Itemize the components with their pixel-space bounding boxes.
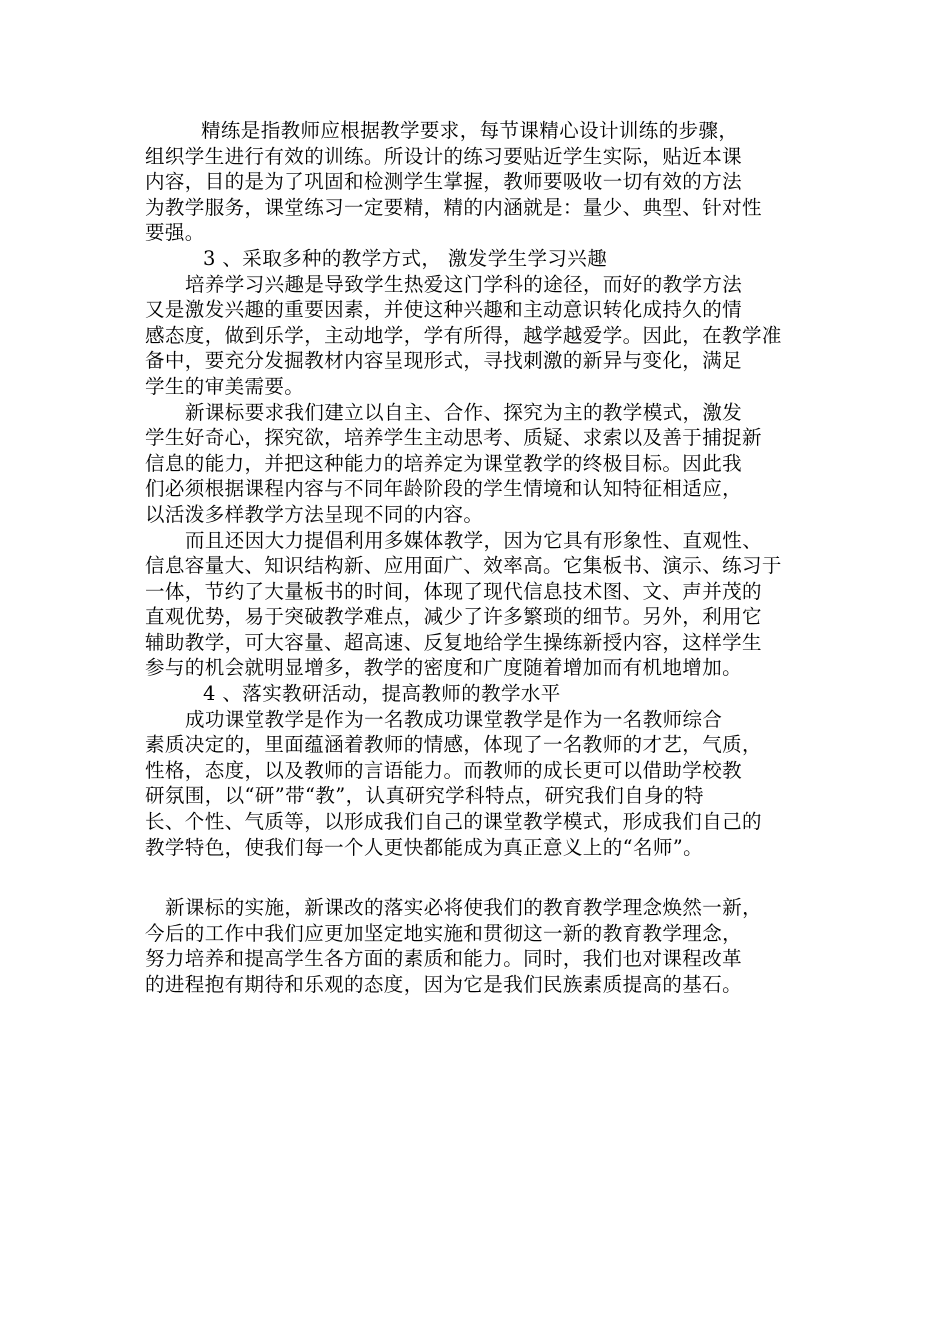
- paragraph-line: 素质决定的，里面蕴涵着教师的情感，体现了一名教师的才艺，气质，: [145, 733, 762, 757]
- paragraph-line: 努力培养和提高学生各方面的素质和能力。同时，我们也对课程改革: [145, 947, 743, 971]
- paragraph-line: 直观优势，易于突破教学难点，减少了许多繁琐的细节。另外，利用它: [145, 605, 762, 629]
- paragraph-line: 研氛围，以“研”带“教”，认真研究学科特点，研究我们自身的特: [145, 784, 704, 808]
- paragraph-line: 而且还因大力提倡利用多媒体教学，因为它具有形象性、直观性、: [185, 528, 763, 552]
- paragraph-line: 为教学服务，课堂练习一定要精，精的内涵就是：量少、典型、针对性: [145, 195, 762, 219]
- paragraph-line: 的进程抱有期待和乐观的态度，因为它是我们民族素质提高的基石。: [145, 972, 743, 996]
- paragraph-line: 培养学习兴趣是导致学生热爱这门学科的途径，而好的教学方法: [185, 272, 743, 296]
- paragraph-line: 又是激发兴趣的重要因素，并使这种兴趣和主动意识转化成持久的情: [145, 298, 743, 322]
- paragraph-line: 新课标的实施，新课改的落实必将使我们的教育教学理念焕然一新，: [165, 896, 763, 919]
- paragraph-line: 今后的工作中我们应更加坚定地实施和贯彻这一新的教育教学理念，: [145, 921, 743, 945]
- section-heading-4: 4 、落实教研活动，提高教师的教学水平: [203, 682, 561, 706]
- paragraph-line: 一体，节约了大量板书的时间，体现了现代信息技术图、文、声并茂的: [145, 579, 762, 603]
- paragraph-line: 们必须根据课程内容与不同年龄阶段的学生情境和认知特征相适应，: [145, 477, 743, 501]
- paragraph-line: 感态度，做到乐学，主动地学，学有所得，越学越爱学。因此，在教学准: [145, 323, 782, 347]
- paragraph-line: 辅助教学，可大容量、超高速、反复地给学生操练新授内容，这样学生: [145, 630, 762, 654]
- paragraph-line: 精练是指教师应根据教学要求，每节课精心设计训练的步骤，: [201, 119, 739, 142]
- paragraph-line: 长、个性、气质等，以形成我们自己的课堂教学模式，形成我们自己的: [145, 810, 762, 834]
- paragraph-line: 以活泼多样教学方法呈现不同的内容。: [145, 502, 484, 526]
- paragraph-line: 要强。: [145, 221, 205, 245]
- paragraph-line: 参与的机会就明显增多，教学的密度和广度随着增加而有机地增加。: [145, 656, 743, 680]
- paragraph-line: 信息的能力，并把这种能力的培养定为课堂教学的终极目标。因此我: [145, 451, 743, 475]
- paragraph-line: 性格，态度，以及教师的言语能力。而教师的成长更可以借助学校教: [145, 758, 743, 782]
- paragraph-line: 内容，目的是为了巩固和检测学生掌握，教师要吸收一切有效的方法: [145, 170, 743, 194]
- document-body: [145, 118, 810, 860]
- paragraph-line: 学生好奇心，探究欲，培养学生主动思考、质疑、求索以及善于捕捉新: [145, 426, 762, 450]
- paragraph-line: 教学特色，使我们每一个人更快都能成为真正意义上的“名师”。: [145, 835, 704, 859]
- closing-paragraph: [145, 895, 825, 997]
- paragraph-line: 信息容量大、知识结构新、应用面广、效率高。它集板书、演示、练习于: [145, 554, 782, 578]
- paragraph-line: 组织学生进行有效的训练。所设计的练习要贴近学生实际，贴近本课: [145, 144, 743, 168]
- section-heading-3: 3 、采取多种的教学方式， 激发学生学习兴趣: [203, 246, 608, 270]
- paragraph-line: 学生的审美需要。: [145, 374, 305, 398]
- paragraph-line: 备中，要充分发掘教材内容呈现形式，寻找刺激的新异与变化，满足: [145, 349, 743, 373]
- paragraph-line: 新课标要求我们建立以自主、合作、探究为主的教学模式，激发: [185, 400, 743, 424]
- paragraph-line: 成功课堂教学是作为一名教成功课堂教学是作为一名教师综合: [185, 707, 723, 731]
